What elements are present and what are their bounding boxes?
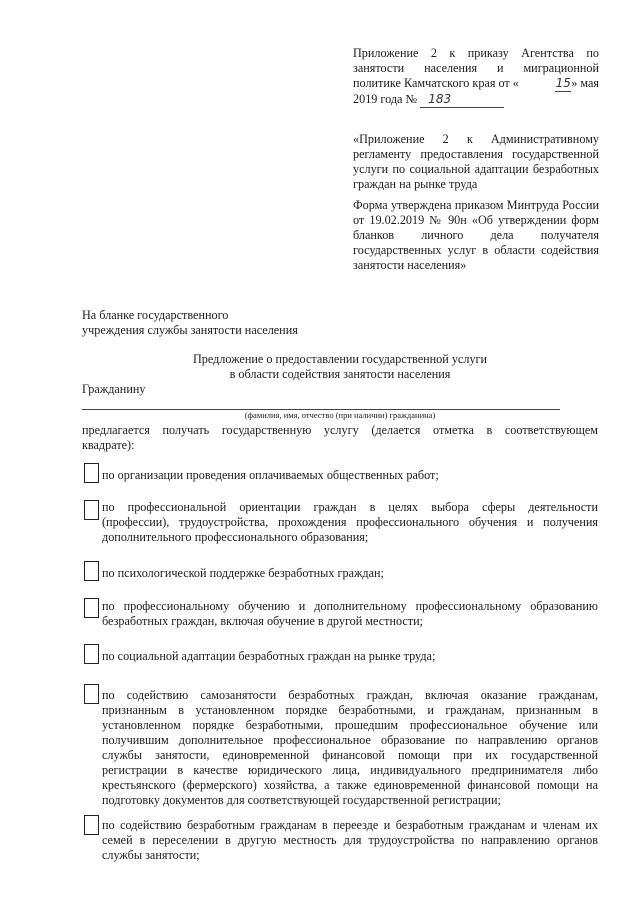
name-caption: (фамилия, имя, отчество (при наличии) гражданина): [244, 410, 436, 420]
appendix-block: [353, 46, 599, 108]
appendix-line-number: [353, 92, 599, 108]
option-item: [102, 688, 598, 808]
form-approval-block: [353, 198, 599, 273]
option-checkbox[interactable]: [84, 644, 99, 664]
option-item: [102, 500, 598, 545]
option-line: дополнительного профессионального образования;: [102, 530, 369, 544]
reglament-line: граждан на рынке труда: [353, 177, 478, 191]
option-item: [102, 818, 598, 863]
form-line: от 19.02.2019 № 90н «Об утверждении форм: [353, 213, 599, 227]
order-number: 183: [420, 92, 504, 108]
appendix-month: » мая: [571, 76, 599, 90]
appendix-year-label: 2019 года №: [353, 92, 418, 106]
option-line: (профессии), трудоустройства, прохождения профессионального обучения и получения: [102, 515, 598, 529]
option-line: по социальной адаптации безработных граждан на рынке труда;: [102, 649, 436, 663]
blank-line: На бланке государственного: [82, 308, 229, 322]
form-line: занятости населения»: [353, 258, 467, 272]
option-line: признанным в установленном порядке безработными, и гражданам, признанным в: [102, 703, 598, 717]
appendix-day: 15: [555, 76, 571, 90]
appendix-line-date: [353, 76, 599, 92]
option-item: [102, 649, 598, 664]
option-line: регистрации в качестве юридического лица, индивидуального предпринимателя либо: [102, 763, 598, 777]
option-checkbox[interactable]: [84, 598, 99, 618]
option-line: по организации проведения оплачиваемых общественных работ;: [102, 468, 439, 482]
option-line: по профессиональной ориентации граждан в целях выбора сферы деятельности: [102, 500, 598, 514]
option-line: по содействию безработным гражданам в переезде и безработным гражданам и членам их: [102, 818, 598, 832]
intro-line: предлагается получать государственную услугу (делается отметка в соответствующем: [82, 423, 598, 437]
form-line: Форма утверждена приказом Минтруда России: [353, 198, 599, 212]
option-line: службы занятости;: [102, 848, 200, 862]
appendix-date-fields: [555, 76, 599, 92]
appendix-line-text: политике Камчатского края от «: [353, 76, 519, 90]
reglament-line: «Приложение 2 к Административному: [353, 132, 599, 146]
form-line: государственных услуг в области содействия: [353, 243, 599, 257]
option-item: [102, 468, 598, 483]
option-line: по профессиональному обучению и дополнительному профессиональному образованию: [102, 599, 598, 613]
citizen-name-field[interactable]: [82, 397, 560, 410]
option-line: по психологической поддержке безработных граждан;: [102, 566, 384, 580]
option-line: установленном порядке безработными, прошедшим профессиональное обучение или: [102, 718, 598, 732]
option-item: [102, 566, 598, 581]
option-checkbox[interactable]: [84, 815, 99, 835]
title-line: в области содействия занятости населения: [229, 367, 451, 381]
option-line: семей в переселении в другую местность для трудоустройства по направлению органов: [102, 833, 598, 847]
appendix-line: занятости населения и миграционной: [353, 61, 599, 75]
option-checkbox[interactable]: [84, 561, 99, 581]
option-item: [102, 599, 598, 629]
reglament-line: услуги по социальной адаптации безработных: [353, 162, 599, 176]
option-line: подготовку документов для соответствующей государственной регистрации;: [102, 793, 501, 807]
document-title: [82, 352, 598, 382]
reglament-line: регламенту предоставления государственной: [353, 147, 599, 161]
option-line: получившим дополнительное профессиональное образование по направлению органов: [102, 733, 598, 747]
blank-note: [82, 308, 382, 338]
option-line: по содействию самозанятости безработных граждан, включая оказание гражданам,: [102, 688, 598, 702]
option-line: безработных граждан, включая обучение в другой местности;: [102, 614, 424, 628]
option-line: службы занятости, единовременной финансовой помощи при их государственной: [102, 748, 598, 762]
intro-text: [82, 423, 598, 453]
blank-line: учреждения службы занятости населения: [82, 323, 298, 337]
option-line: крестьянского (фермерского) хозяйства, а также единовременной финансовой помощи на: [102, 778, 598, 792]
option-checkbox[interactable]: [84, 500, 99, 520]
reglament-block: [353, 132, 599, 192]
citizen-label: Гражданину: [82, 382, 146, 396]
option-checkbox[interactable]: [84, 684, 99, 704]
appendix-line: Приложение 2 к приказу Агентства по: [353, 46, 599, 60]
option-checkbox[interactable]: [84, 463, 99, 483]
form-line: бланков личного дела получателя: [353, 228, 599, 242]
title-line: Предложение о предоставлении государственной услуги: [192, 352, 488, 366]
intro-line: квадрате):: [82, 438, 135, 452]
